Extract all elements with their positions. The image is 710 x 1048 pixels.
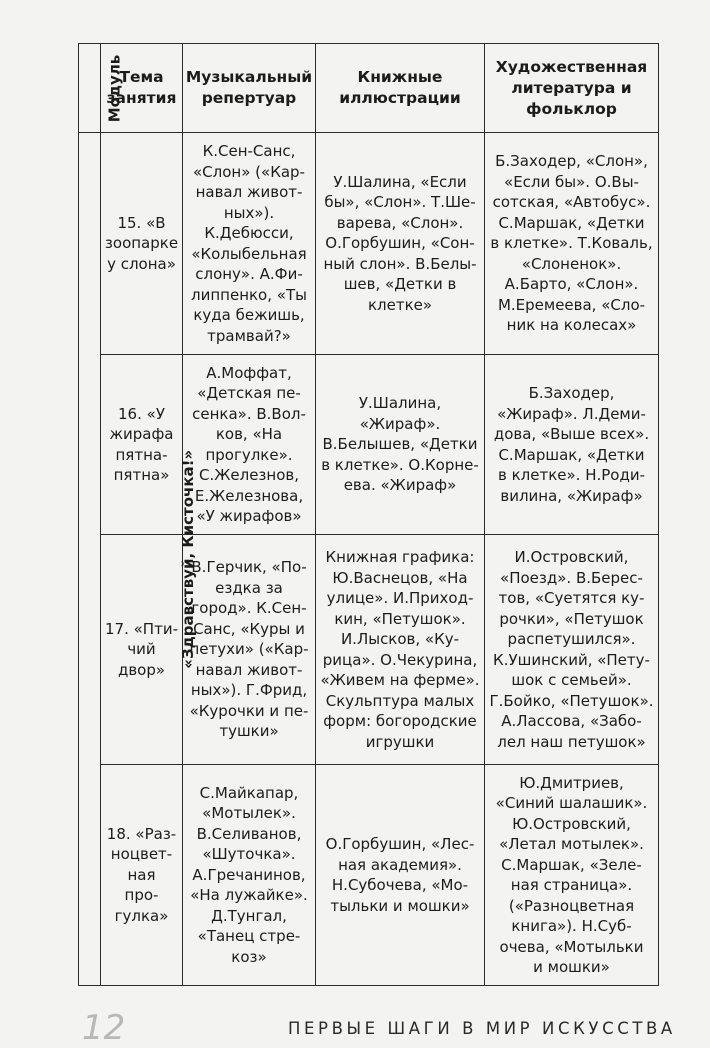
books-cell: Книжная графика: Ю.Васнецов, «На улице». И.Приход- кин, «Петушок». И.Лысков, «Ку- рица». О.Чекурина, «Живем на ферме». Скульптура малых форм: богородские игрушки [316,535,485,765]
page-number: 12 [82,1008,126,1048]
literature-cell: Ю.Дмитриев, «Синий шалашик». Ю.Островский, «Летал мотылек». С.Маршак, «Зеле- ная страница». («Разноцветная книга»). Н.Суб- очева, «Мотыльки и мошки» [485,765,659,986]
table-row [79,765,659,986]
topic-cell: 16. «У жирафа пятна- пятна» [101,355,183,535]
header-topic: Тема занятия [101,44,183,133]
music-cell: К.Сен-Санс, «Слон» («Кар- навал живот- ных»). К.Дебюсси, «Колыбельная слону». А.Фи- липпенко, «Ты куда бежишь, трамвай?» [183,133,316,355]
literature-cell: И.Островский, «Поезд». В.Берес- тов, «Суетятся ку- рочки», «Петушок распетушился». К.Ушинский, «Пету- шок с семьей». Г.Бойко, «Петушок». А.Лассова, «Забо- лел наш петушок» [485,535,659,765]
books-cell: У.Шалина, «Если бы», «Слон». Т.Ше- варева, «Слон». О.Горбушин, «Сон- ный слон». В.Белы- шев, «Детки в клетке» [316,133,485,355]
table-row [79,535,659,765]
curriculum-table [78,43,659,986]
header-books: Книжные иллюстрации [316,44,485,133]
table-row [79,355,659,535]
table-row [79,133,659,355]
books-cell: У.Шалина, «Жираф». В.Белышев, «Детки в клетке». О.Корне- ева. «Жираф» [316,355,485,535]
topic-cell: 17. «Пти- чий двор» [101,535,183,765]
books-cell: О.Горбушин, «Лес- ная академия». Н.Субочева, «Мо- тыльки и мошки» [316,765,485,986]
header-module: Модуль [79,44,101,133]
music-cell: В.Герчик, «По- ездка за город». К.Сен- Санс, «Куры и петухи» («Кар- навал живот- ных»). Г.Фрид, «Курочки и пе- тушки» [183,535,316,765]
music-cell: С.Майкапар, «Мотылек». В.Селиванов, «Шуточка». А.Гречанинов, «На лужайке». Д.Тунгал, «Танец стре- коз» [183,765,316,986]
music-cell: А.Моффат, «Детская пе- сенка». В.Вол- ков, «На прогулке». С.Железнов, Е.Железнова, «У жирафов» [183,355,316,535]
header-music: Музыкальный репертуар [183,44,316,133]
literature-cell: Б.Заходер, «Слон», «Если бы». О.Вы- сотская, «Автобус». С.Маршак, «Детки в клетке». Т.Коваль, «Слоненок». А.Барто, «Слон». М.Еремеева, «Сло- ник на колесах» [485,133,659,355]
topic-cell: 15. «В зоопарке у слона» [101,133,183,355]
literature-cell: Б.Заходер, «Жираф». Л.Деми- дова, «Выше всех». С.Маршак, «Детки в клетке». Н.Роди- вилина, «Жираф» [485,355,659,535]
module-name: «Здравствуй, Кисточка!» [79,133,101,986]
running-title: ПЕРВЫЕ ШАГИ В МИР ИСКУССТВА [288,1019,676,1038]
header-literature: Художественная литература и фольклор [485,44,659,133]
topic-cell: 18. «Раз- ноцвет- ная про- гулка» [101,765,183,986]
header-row [79,44,659,133]
page-footer [0,1008,710,1048]
